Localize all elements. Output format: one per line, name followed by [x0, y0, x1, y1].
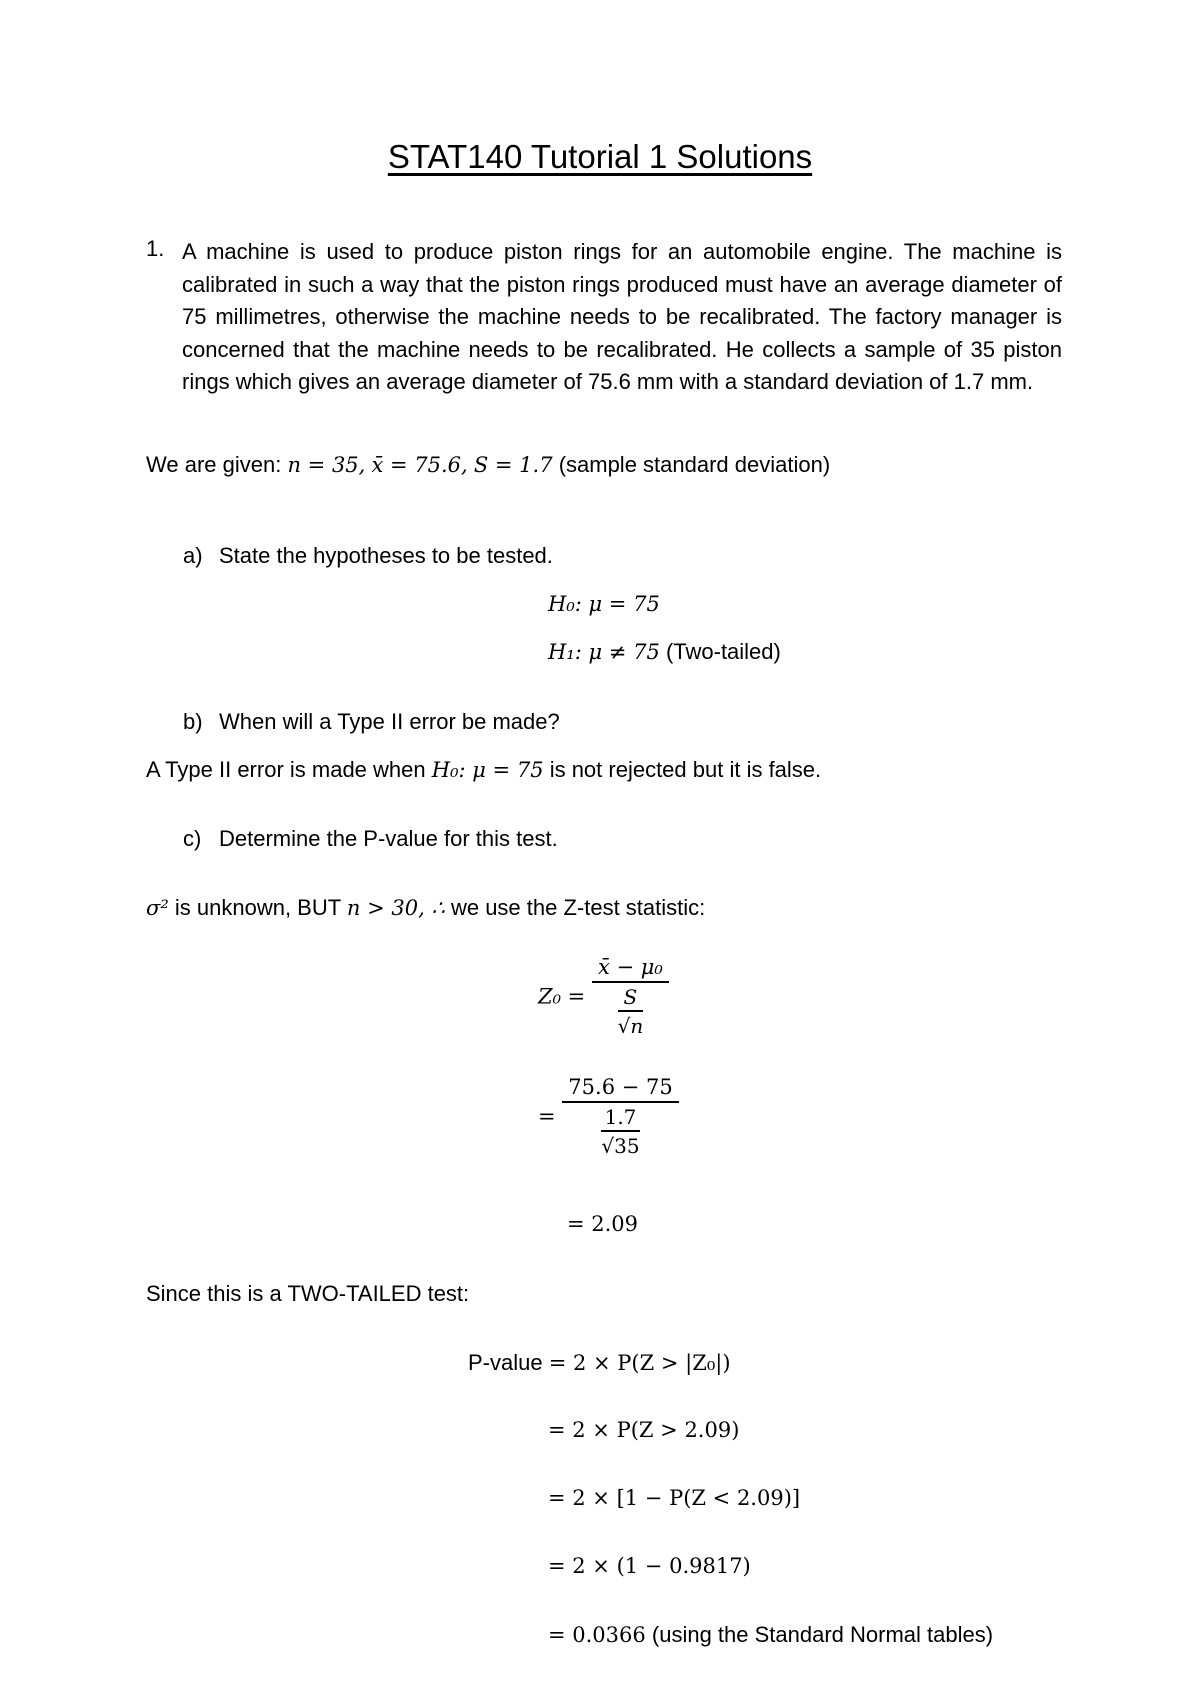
part-a-label: a): [183, 543, 203, 568]
z0-numerator: x̄ − μ₀: [597, 955, 663, 979]
z0-lhs: Z₀ =: [538, 984, 586, 1009]
p-value-line-1: [468, 1350, 731, 1376]
p-value-line-5: [548, 1622, 993, 1648]
given-n: n = 35,: [287, 453, 366, 477]
part-a-text: State the hypotheses to be tested.: [219, 543, 553, 568]
p-value-result-note: (using the Standard Normal tables): [651, 1622, 994, 1647]
part-b-answer-post: is not rejected but it is false.: [549, 757, 822, 782]
given-xbar: x̄ = 75.6,: [371, 453, 468, 477]
part-c-label: c): [183, 826, 202, 851]
z0-inner-fraction: [618, 985, 644, 1038]
z0-inner-denominator: √n: [618, 1010, 644, 1038]
z-result: = 2.09: [567, 1212, 639, 1236]
substituted-inner-fraction: [601, 1105, 639, 1158]
substituted-formula: [538, 1075, 679, 1158]
hypothesis-h0: H₀: μ = 75: [548, 592, 660, 616]
z0-fraction: [592, 955, 669, 1038]
sigma-line: [146, 895, 705, 921]
part-b-answer: [146, 757, 821, 783]
hypothesis-h1: H₁: μ ≠ 75: [548, 640, 660, 664]
two-tailed-note: Since this is a TWO-TAILED test:: [146, 1281, 470, 1306]
substituted-inner-numerator: 1.7: [604, 1105, 637, 1129]
part-b-answer-math: H₀: μ = 75: [431, 758, 544, 782]
substituted-denominator: [562, 1101, 678, 1158]
z0-formula: [538, 955, 669, 1038]
sigma-text-2: we use the Z-test statistic:: [450, 895, 706, 920]
z0-denominator: [592, 981, 669, 1038]
p-value-result: = 0.0366: [548, 1623, 646, 1647]
z0-inner-numerator: S: [623, 985, 638, 1009]
question-number: 1.: [146, 236, 165, 261]
part-b-text: When will a Type II error be made?: [219, 709, 560, 734]
p-value-label: P-value: [468, 1350, 543, 1375]
p-value-line-3: = 2 × [1 − P(Z < 2.09)]: [548, 1486, 801, 1510]
sigma-condition: n > 30, ∴: [346, 896, 445, 920]
hypothesis-h1-note: (Two-tailed): [665, 639, 781, 664]
sigma-symbol: σ²: [146, 896, 169, 920]
sigma-text-1: is unknown, BUT: [174, 895, 341, 920]
p-value-expr-1: = 2 × P(Z > |Z₀|): [548, 1351, 731, 1375]
given-lead: We are given:: [146, 452, 282, 477]
p-value-line-4: = 2 × (1 − 0.9817): [548, 1554, 751, 1578]
substituted-equals: =: [538, 1104, 556, 1129]
p-value-line-2: = 2 × P(Z > 2.09): [548, 1418, 740, 1442]
question-text: A machine is used to produce piston rings for an automobile engine. The machine is calibrated in such a way that the piston rings produced must have an average diameter of 75 millimetres, otherwise the machine needs to be recalibrated. The factory manager is concerned that the machine needs to be recalibrated. He collects a sample of 35 piston rings which gives an average diameter of 75.6 mm with a standard deviation of 1.7 mm.: [182, 239, 1062, 394]
part-b-label: b): [183, 709, 203, 734]
given-note: (sample standard deviation): [558, 452, 831, 477]
given-s: S = 1.7: [473, 453, 553, 477]
hypothesis-h1-line: [548, 639, 781, 665]
given-line: [146, 452, 830, 478]
substituted-numerator: 75.6 − 75: [568, 1075, 673, 1099]
part-b-answer-pre: A Type II error is made when: [146, 757, 426, 782]
document-title: STAT140 Tutorial 1 Solutions: [387, 138, 813, 175]
substituted-fraction: [562, 1075, 678, 1158]
substituted-inner-denominator: √35: [601, 1130, 639, 1158]
part-c-text: Determine the P-value for this test.: [219, 826, 558, 851]
